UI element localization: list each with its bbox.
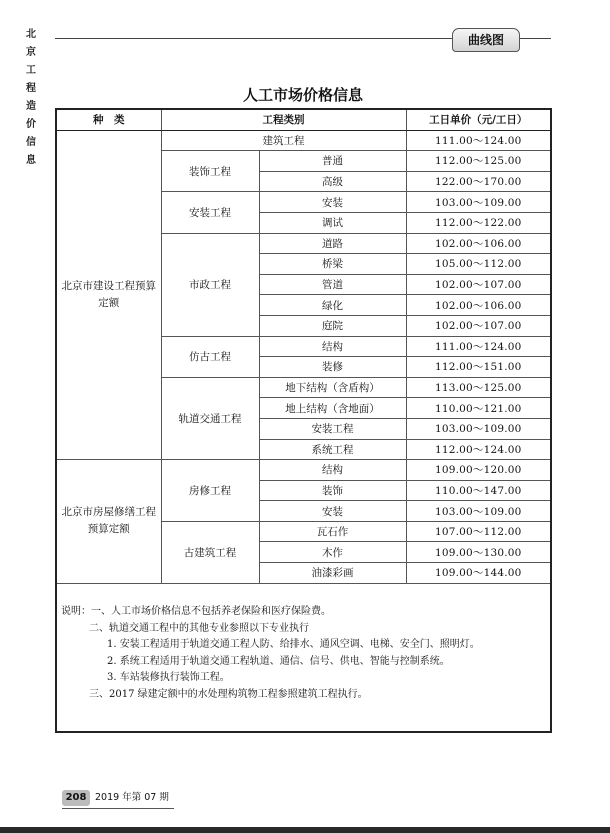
project-type-cell: 安装工程 (161, 192, 259, 233)
sub-type-cell: 瓦石作 (259, 521, 406, 542)
header-category: 种 类 (57, 110, 161, 130)
section-tab: 曲线图 (452, 28, 520, 52)
note-line: 三、2017 绿建定额中的水处理构筑物工程参照建筑工程执行。 (89, 688, 368, 700)
price-cell: 103.00～109.00 (406, 418, 550, 439)
magazine-side-title: 北京工程造价信息 (26, 29, 36, 166)
sub-type-cell: 安装 (259, 501, 406, 522)
table-header-row (57, 110, 550, 130)
price-cell: 105.00～112.00 (406, 254, 550, 275)
price-cell: 109.00～144.00 (406, 563, 550, 584)
price-cell: 113.00～125.00 (406, 377, 550, 398)
price-cell: 112.00～125.00 (406, 151, 550, 172)
sub-type-cell: 安装工程 (259, 418, 406, 439)
sub-type-cell: 庭院 (259, 315, 406, 336)
project-type-cell: 市政工程 (161, 233, 259, 336)
sub-type-cell: 道路 (259, 233, 406, 254)
price-cell: 109.00～130.00 (406, 542, 550, 563)
sub-type-cell: 结构 (259, 336, 406, 357)
sub-type-cell: 桥梁 (259, 254, 406, 275)
project-type-cell: 建筑工程 (161, 130, 406, 151)
sub-type-cell: 装饰 (259, 480, 406, 501)
price-cell: 122.00～170.00 (406, 171, 550, 192)
price-cell: 102.00～107.00 (406, 274, 550, 295)
note-line: 2. 系统工程适用于轨道交通工程轨道、通信、信号、供电、智能与控制系统。 (107, 655, 450, 667)
sub-type-cell: 安装 (259, 192, 406, 213)
table-row (57, 130, 550, 151)
price-cell: 107.00～112.00 (406, 521, 550, 542)
sub-type-cell: 结构 (259, 460, 406, 481)
note-line: 二、轨道交通工程中的其他专业参照以下专业执行 (89, 622, 309, 634)
project-type-cell: 轨道交通工程 (161, 377, 259, 459)
sub-type-cell: 油漆彩画 (259, 563, 406, 584)
project-type-cell: 仿古工程 (161, 336, 259, 377)
price-cell: 102.00～106.00 (406, 295, 550, 316)
header-project-type: 工程类别 (161, 110, 406, 130)
page-number: 208 (62, 790, 90, 806)
price-cell: 112.00～122.00 (406, 212, 550, 233)
issue-label: 2019 年第 07 期 (95, 792, 169, 803)
sub-type-cell: 装修 (259, 357, 406, 378)
project-type-cell: 古建筑工程 (161, 521, 259, 583)
price-cell: 112.00～151.00 (406, 357, 550, 378)
category-cell: 北京市房屋修缮工程预算定额 (57, 460, 161, 584)
note-line: 1. 安装工程适用于轨道交通工程人防、给排水、通风空调、电梯、安全门、照明灯。 (107, 639, 480, 650)
price-cell: 102.00～106.00 (406, 233, 550, 254)
table-row (57, 460, 550, 481)
header-unit-price: 工日单价（元/工日） (406, 110, 550, 130)
sub-type-cell: 绿化 (259, 295, 406, 316)
sub-type-cell: 系统工程 (259, 439, 406, 460)
notes (61, 604, 541, 703)
sub-type-cell: 普通 (259, 151, 406, 172)
footer-rule (62, 808, 174, 809)
project-type-cell: 房修工程 (161, 460, 259, 522)
labor-price-table (57, 110, 550, 584)
sub-type-cell: 调试 (259, 212, 406, 233)
price-cell: 109.00～120.00 (406, 460, 550, 481)
price-table-frame (55, 108, 552, 733)
sub-type-cell: 地下结构（含盾构） (259, 377, 406, 398)
category-cell: 北京市建设工程预算定额 (57, 130, 161, 460)
page-title: 人工市场价格信息 (242, 86, 363, 104)
sub-type-cell: 地上结构（含地面） (259, 398, 406, 419)
project-type-cell: 装饰工程 (161, 151, 259, 192)
note-line: 3. 车站装修执行装饰工程。 (107, 672, 230, 683)
bottom-bar (0, 827, 610, 833)
sub-type-cell: 管道 (259, 274, 406, 295)
price-cell: 103.00～109.00 (406, 192, 550, 213)
price-cell: 111.00～124.00 (406, 130, 550, 151)
sub-type-cell: 高级 (259, 171, 406, 192)
note-line: 说明：一、人工市场价格信息不包括养老保险和医疗保险费。 (61, 606, 331, 617)
sub-type-cell: 木作 (259, 542, 406, 563)
price-cell: 103.00～109.00 (406, 501, 550, 522)
price-cell: 110.00～121.00 (406, 398, 550, 419)
price-cell: 102.00～107.00 (406, 315, 550, 336)
price-cell: 111.00～124.00 (406, 336, 550, 357)
price-cell: 112.00～124.00 (406, 439, 550, 460)
price-cell: 110.00～147.00 (406, 480, 550, 501)
